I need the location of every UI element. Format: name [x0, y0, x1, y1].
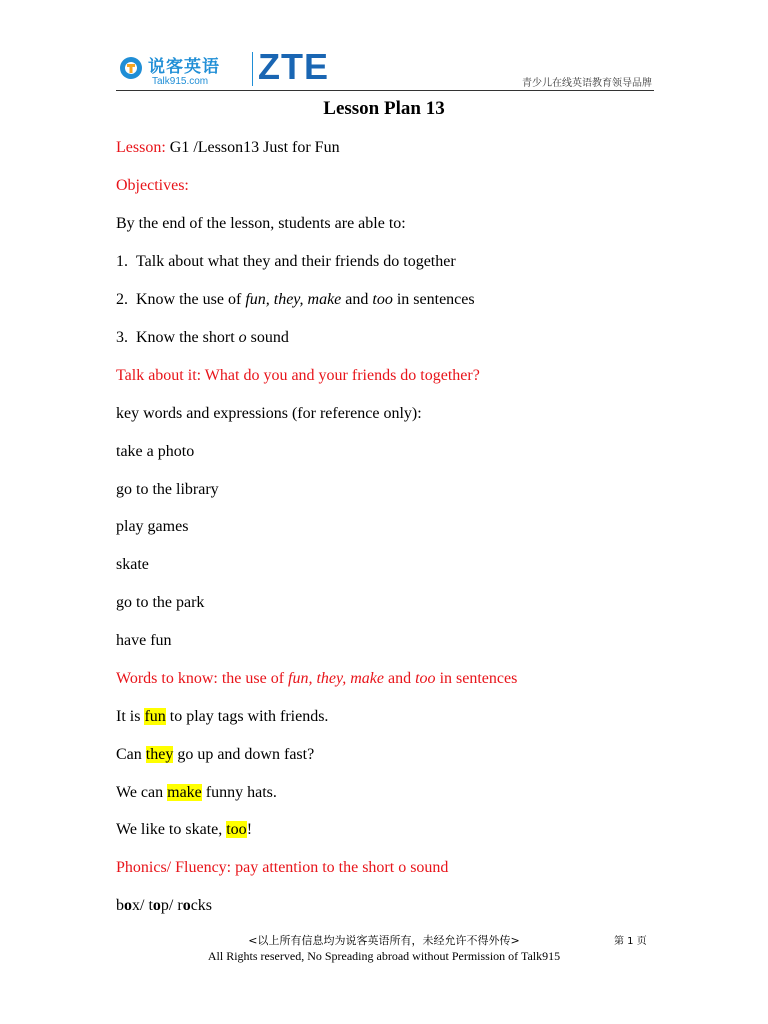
objective-item	[116, 290, 475, 310]
sentence-text: funny hats.	[201, 784, 277, 801]
objective-number: 1.	[116, 253, 128, 270]
objectives-heading: Objectives:	[116, 177, 189, 194]
keyword-item: take a photo	[116, 443, 195, 460]
phonics-letter: t	[148, 897, 153, 914]
logo-url-text: Talk915.com	[152, 76, 209, 87]
phonics-letter: x/	[132, 897, 149, 914]
sentence-text: to play tags with friends.	[165, 708, 329, 725]
page-title: Lesson Plan 13	[323, 98, 445, 119]
words-heading-italic: fun, they, make	[288, 670, 384, 687]
phonics-vowel: o	[182, 897, 191, 914]
page-number: 第 1 页	[614, 936, 647, 947]
objective-number: 3.	[116, 329, 128, 346]
phonics-words	[116, 896, 212, 916]
objective-italic: fun, they, make	[245, 291, 342, 308]
example-sentence	[116, 707, 328, 727]
keyword-item: go to the library	[116, 481, 219, 498]
phonics-vowel: o	[152, 897, 161, 914]
talk915-badge-icon	[118, 54, 144, 84]
sentence-text: Can	[116, 746, 146, 763]
example-sentence	[116, 745, 314, 765]
objective-item	[116, 328, 289, 348]
phonics-letter: cks	[190, 897, 213, 914]
zte-logo-text: ZTE	[258, 46, 329, 87]
lesson-line	[116, 138, 340, 158]
highlighted-word: they	[145, 746, 174, 763]
sentence-text: go up and down fast?	[173, 746, 315, 763]
keyword-item: have fun	[116, 632, 172, 649]
highlighted-word: too	[226, 821, 247, 838]
phonics-letter: r	[177, 897, 183, 914]
keyword-item: skate	[116, 556, 149, 573]
logo-divider	[252, 52, 253, 86]
phonics-vowel: o	[124, 897, 132, 914]
keyword-item: go to the park	[116, 594, 205, 611]
objective-italic: o	[238, 329, 247, 346]
lesson-label: Lesson:	[116, 139, 166, 156]
objective-text: Know the short	[136, 329, 239, 346]
words-heading-text: and	[384, 670, 416, 687]
objective-text: sound	[246, 329, 289, 346]
words-heading-text: in sentences	[435, 670, 518, 687]
page-header	[116, 44, 654, 91]
sentence-text: !	[246, 821, 253, 838]
phonics-letter: b	[116, 897, 124, 914]
footer-rights-notice: All Rights reserved, No Spreading abroad without Permission of Talk915	[207, 949, 561, 963]
words-heading	[116, 669, 517, 689]
objective-item	[116, 252, 456, 272]
sentence-text: We can	[116, 784, 168, 801]
talk-heading: Talk about it: What do you and your friends do together?	[116, 367, 480, 384]
example-sentence	[116, 820, 252, 840]
objective-text: in sentences	[392, 291, 475, 308]
highlighted-word: fun	[144, 708, 166, 725]
sentence-text: It is	[116, 708, 145, 725]
highlighted-word: make	[167, 784, 202, 801]
objective-italic: too	[372, 291, 393, 308]
objective-number: 2.	[116, 291, 128, 308]
keywords-intro: key words and expressions (for reference only):	[116, 405, 422, 422]
header-tagline: 青少儿在线英语教育领导品牌	[522, 78, 652, 89]
logo-chinese-text: 说客英语	[148, 57, 220, 77]
keyword-item: play games	[116, 518, 189, 535]
objective-text: Talk about what they and their friends do together	[136, 253, 456, 270]
example-sentence	[116, 783, 277, 803]
lesson-value: G1 /Lesson13 Just for Fun	[165, 139, 340, 156]
phonics-heading: Phonics/ Fluency: pay attention to the short o sound	[116, 859, 449, 876]
phonics-letter: p/	[160, 897, 178, 914]
objectives-intro: By the end of the lesson, students are able to:	[116, 215, 406, 232]
sentence-text: We like to skate,	[116, 821, 227, 838]
objective-text: Know the use of	[136, 291, 246, 308]
footer-chinese-notice: <以上所有信息均为说客英语所有，未经允许不得外传>	[248, 934, 520, 947]
talk915-logo	[116, 46, 329, 90]
words-heading-italic: too	[415, 670, 436, 687]
words-heading-text: Words to know: the use of	[116, 670, 289, 687]
objective-text: and	[341, 291, 373, 308]
